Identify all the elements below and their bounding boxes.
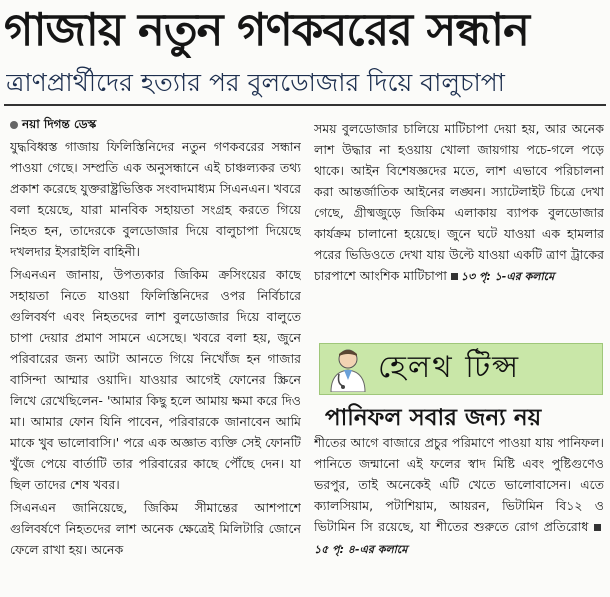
article-continuation: সময় বুলডোজার চালিয়ে মাটিচাপা দেয়া হয়, আর অনেক লাশ উদ্ধার না হওয়ায় খোলা জায়গায় পচে-গলে পড়ে থাকে। আইন বিশেষজ্ঞদের মতে, লাশ এভাবে পরিচালনা করা আন্তর্জাতিক আইনের লঙ্ঘন। স্যাটেলাইট চিত্রে দেখা গেছে, গ্রীষ্মজুড়ে জিকিম এলাকায় ব্যাপক বুলডোজার কার্যক্রম চালানো হয়েছে। জুনে ঘটে যাওয়া এক হামলার পরের ভিডিওতে দেখা যায় উল্টে যাওয়া একটি ত্রাণ ট্রাকের চারপাশে আংশিক মাটিচাপা [314, 121, 604, 283]
byline-text: নয়া দিগন্ত ডেস্ক [22, 117, 97, 131]
article-paragraph: সিএনএন জানিয়েছে, জিকিম সীমান্তের আশপাশে গুলিবর্ষণে নিহতদের লাশ অনেক ক্ষেত্রেই মিলিটারি জোনে ফেলে রাখা হয়। অনেক [10, 500, 301, 557]
byline [10, 116, 96, 136]
jump-text: ১৩ পৃ: ১-এর কলামে [460, 270, 555, 283]
square-icon [451, 273, 458, 280]
health-headline: পানিফল সবার জন্য নয় [325, 405, 542, 431]
article-paragraph: যুদ্ধবিধ্বস্ত গাজায় ফিলিস্তিনিদের নতুন গণকবরের সন্ধান পাওয়া গেছে। সম্প্রতি এক অনুসন্ধানে এই চাঞ্চল্যকর তথ্য প্রকাশ করেছে যুক্তরাষ্ট্রভিত্তিক সংবাদমাধ্যম সিএনএন। খবরে বলা হয়েছে, যারা মানবিক সহায়তা সংগ্রহ করতে গিয়ে নিহত হন, তাদেরকে বুলডোজার দিয়ে বালুচাপা দিয়েছে দখলদার ইসরাইলি বাহিনী। [10, 139, 301, 259]
health-text: শীতের আগে বাজারে প্রচুর পরিমাণে পাওয়া যায় পানিফল। পানিতে জন্মানো এই ফলের স্বাদ মিষ্টি এবং পুষ্টিগুণেও ভরপুর, তাই অনেকেই এটি খেতে ভালোবাসেন। এতে ক্যালসিয়াম, পটাশিয়াম, আয়রন, ভিটামিন বি১২ ও ভিটামিন সি রয়েছে, যা শীতের শুরুতে রোগ প্রতিরোধ [314, 435, 604, 534]
doctor-icon [325, 346, 371, 392]
health-column [314, 432, 604, 590]
article-column-left [10, 136, 301, 588]
subheadline: ত্রাণপ্রার্থীদের হত্যার পর বুলডোজার দিয়ে বালুচাপা [6, 68, 505, 97]
article-paragraph: সিএনএন জানায়, উপত্যকার জিকিম ক্রসিংয়ের কাছে সহায়তা নিতে যাওয়া ফিলিস্তিনিদের ওপর নির্বিচারে গুলিবর্ষণ এবং নিহতদের লাশ বুলডোজার দিয়ে বালুতে চাপা দেয়ার প্রমাণ সামনে এসেছে। খবরে বলা হয়, জুনে পরিবারের জন্য আটা আনতে গিয়ে নিখোঁজ হন গাজার বাসিন্দা আম্মার ওয়াদি। যাওয়ার আগেই ফোনের স্ক্রিনে লিখে রেখেছিলেন- 'আমার কিছু হলে আমায় ক্ষমা করে দিও মা। আমার ফোন যিনি পাবেন, পরিবারকে জানাবেন আমি মাকে খুব ভালোবাসি।' পরে এক অজ্ঞাত ব্যক্তি সেই ফোনটি খুঁজে পেয়ে বার্তাটি তার পরিবারের কাছে পৌঁছে দেন। যা ছিল তাদের শেষ খবর। [10, 267, 301, 492]
article-column-right [314, 118, 604, 328]
headline: গাজায় নতুন গণকবরের সন্ধান [4, 3, 529, 56]
jump-text: ১৫ পৃ: ৪-এর কলামে [314, 543, 408, 556]
jump-reference[interactable] [451, 270, 554, 283]
bullet-icon [10, 121, 18, 129]
health-tips-title: হেলথ টিপ্স [378, 350, 521, 385]
divider [4, 104, 606, 106]
health-tips-banner [319, 343, 603, 395]
square-icon [594, 524, 601, 531]
